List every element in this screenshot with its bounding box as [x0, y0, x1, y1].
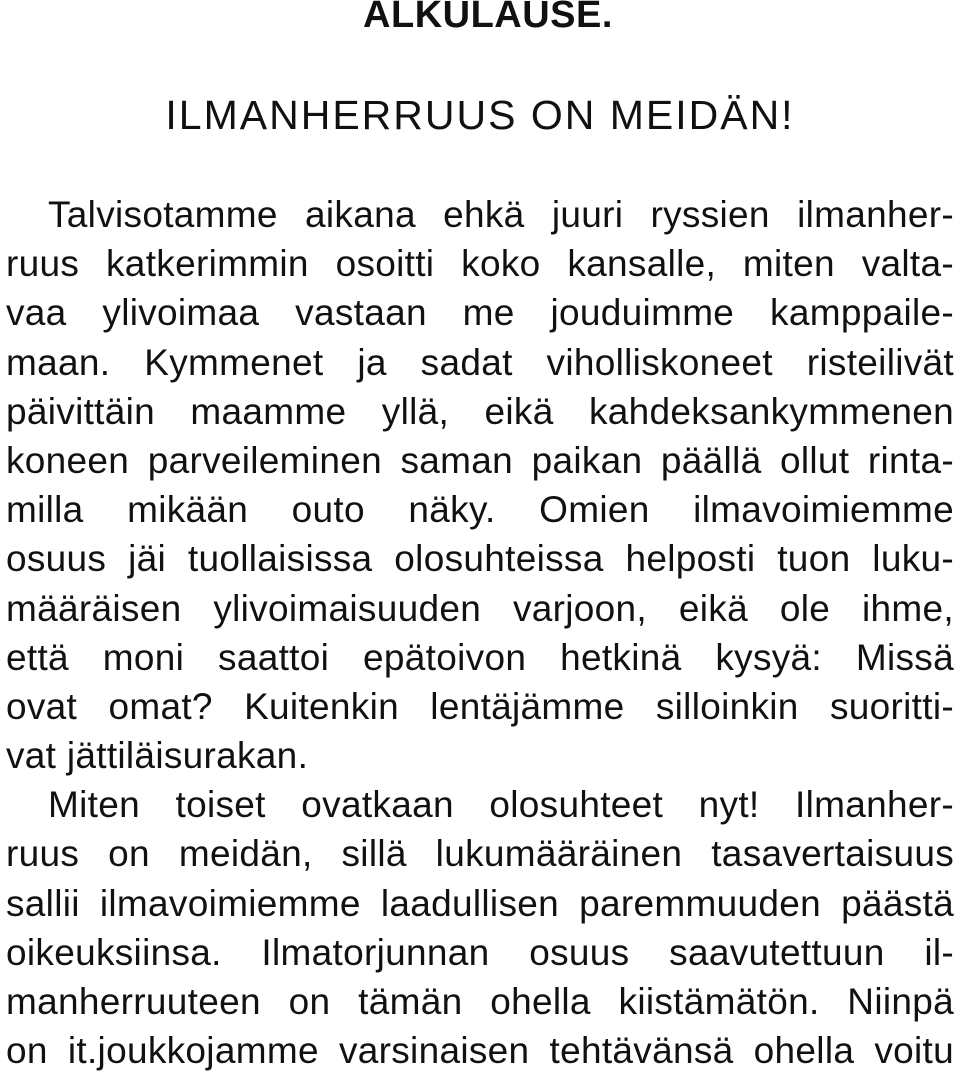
- document-body: [6, 190, 954, 1075]
- paragraph-1: [6, 190, 954, 780]
- text-line: vaa ylivoimaa vastaan me jouduimme kamppaile-: [6, 292, 954, 334]
- text-line: ruus on meidän, sillä lukumääräinen tasavertaisuus: [6, 833, 954, 875]
- document-subheading: ILMANHERRUUS ON MEIDÄN!: [165, 92, 795, 138]
- text-line: Talvisotamme aikana ehkä juuri ryssien ilmanher-: [48, 194, 954, 235]
- text-line: ruus katkerimmin osoitti koko kansalle, miten valta-: [6, 243, 954, 285]
- text-line: ovat omat? Kuitenkin lentäjämme silloinkin suoritti-: [6, 685, 954, 727]
- text-line: että moni saattoi epätoivon hetkinä kysyä: Missä: [6, 636, 954, 678]
- text-line: oikeuksiinsa. Ilmatorjunnan osuus saavutettuun il-: [6, 931, 954, 973]
- document-heading: ALKULAUSE.: [363, 0, 613, 36]
- text-line: on it.joukkojamme varsinaisen tehtävänsä ohella voitu: [6, 1030, 954, 1072]
- text-line: sallii ilmavoimiemme laadullisen paremmuuden päästä: [6, 882, 954, 924]
- text-line: osuus jäi tuollaisissa olosuhteissa helposti tuon luku-: [6, 538, 954, 580]
- text-line: määräisen ylivoimaisuuden varjoon, eikä ole ihme,: [6, 587, 954, 629]
- text-line: manherruuteen on tämän ohella kiistämätön. Niinpä: [6, 981, 954, 1022]
- text-line: päivittäin maamme yllä, eikä kahdeksankymmenen: [6, 390, 954, 432]
- text-line: milla mikään outo näky. Omien ilmavoimiemme: [6, 489, 954, 531]
- text-line: maan. Kymmenet ja sadat viholliskoneet risteilivät: [6, 341, 954, 383]
- text-line: Miten toiset ovatkaan olosuhteet nyt! Ilmanher-: [48, 784, 954, 826]
- paragraph-2: [6, 780, 954, 1075]
- text-line: vat jättiläisurakan.: [6, 735, 309, 777]
- text-line: koneen parveileminen saman paikan päällä ollut rinta-: [6, 439, 954, 481]
